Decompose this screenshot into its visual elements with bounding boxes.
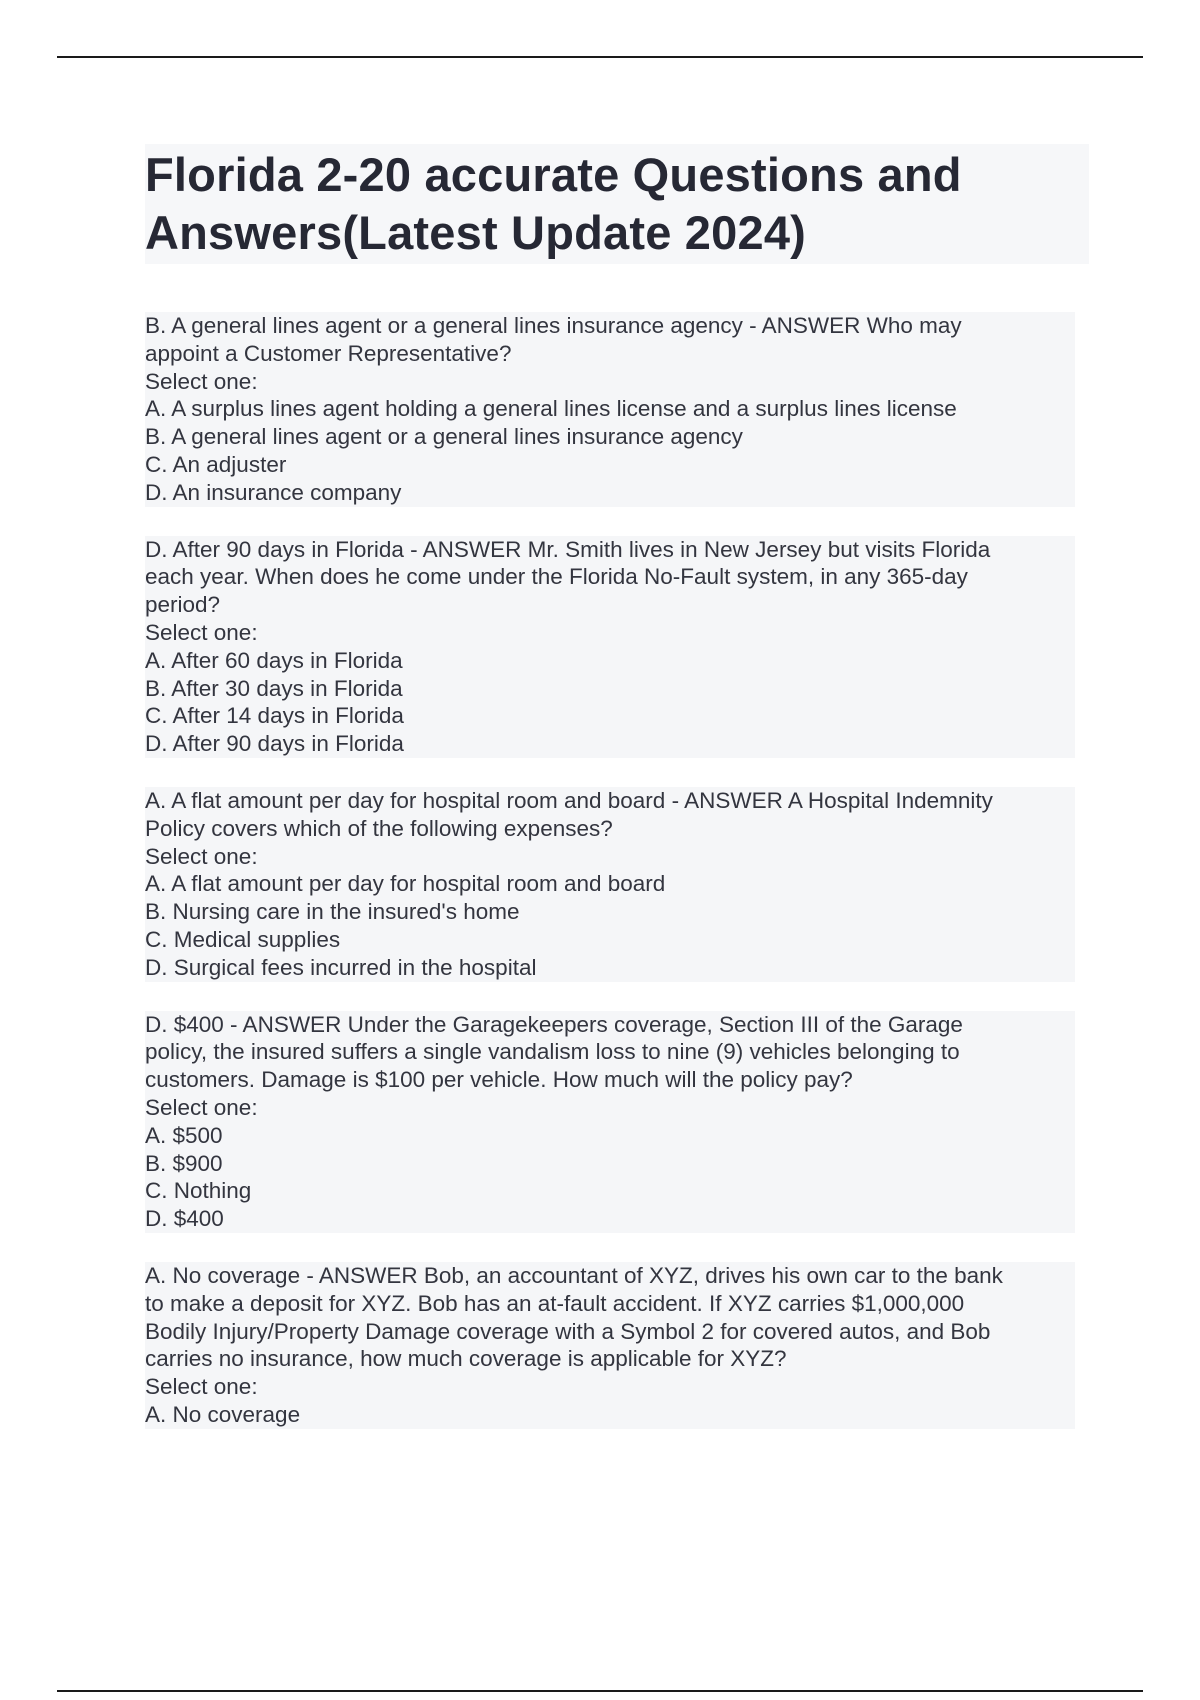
document-title-line-1: Florida 2-20 accurate Questions and — [145, 148, 962, 201]
question-block-2 — [145, 536, 1075, 758]
question-line: Bodily Injury/Property Damage coverage with a Symbol 2 for covered autos, and Bob — [145, 1318, 1075, 1346]
document-title-line-2: Answers(Latest Update 2024) — [145, 206, 807, 259]
option-d: D. After 90 days in Florida — [145, 730, 1075, 758]
option-d: D. Surgical fees incurred in the hospital — [145, 954, 1075, 982]
option-b: B. $900 — [145, 1150, 1075, 1178]
footer-rule — [57, 1690, 1143, 1692]
questions-list — [145, 312, 1075, 1458]
option-c: C. Medical supplies — [145, 926, 1075, 954]
question-line: policy, the insured suffers a single vandalism loss to nine (9) vehicles belonging to — [145, 1038, 1075, 1066]
option-b: B. After 30 days in Florida — [145, 675, 1075, 703]
question-line: Policy covers which of the following expenses? — [145, 815, 1075, 843]
select-one-label: Select one: — [145, 1094, 1075, 1122]
answer-question-line: A. A flat amount per day for hospital room and board - ANSWER A Hospital Indemnity — [145, 787, 1075, 815]
option-a: A. A surplus lines agent holding a general lines license and a surplus lines license — [145, 395, 1075, 423]
option-b: B. Nursing care in the insured's home — [145, 898, 1075, 926]
select-one-label: Select one: — [145, 619, 1075, 647]
select-one-label: Select one: — [145, 843, 1075, 871]
document-title — [145, 144, 1089, 262]
select-one-label: Select one: — [145, 1373, 1075, 1401]
question-line: to make a deposit for XYZ. Bob has an at-fault accident. If XYZ carries $1,000,000 — [145, 1290, 1075, 1318]
question-block-1 — [145, 312, 1075, 507]
option-a: A. After 60 days in Florida — [145, 647, 1075, 675]
question-line: customers. Damage is $100 per vehicle. How much will the policy pay? — [145, 1066, 1075, 1094]
option-d: D. An insurance company — [145, 479, 1075, 507]
question-block-5 — [145, 1262, 1075, 1429]
question-block-4 — [145, 1011, 1075, 1233]
option-c: C. An adjuster — [145, 451, 1075, 479]
question-line: each year. When does he come under the Florida No-Fault system, in any 365-day — [145, 563, 1075, 591]
option-a: A. $500 — [145, 1122, 1075, 1150]
title-block — [145, 144, 1089, 264]
answer-question-line: B. A general lines agent or a general lines insurance agency - ANSWER Who may — [145, 312, 1075, 340]
answer-question-line: D. $400 - ANSWER Under the Garagekeepers coverage, Section III of the Garage — [145, 1011, 1075, 1039]
question-line: appoint a Customer Representative? — [145, 340, 1075, 368]
question-line: period? — [145, 591, 1075, 619]
option-a: A. No coverage — [145, 1401, 1075, 1429]
option-c: C. After 14 days in Florida — [145, 702, 1075, 730]
option-d: D. $400 — [145, 1205, 1075, 1233]
select-one-label: Select one: — [145, 368, 1075, 396]
answer-question-line: D. After 90 days in Florida - ANSWER Mr. Smith lives in New Jersey but visits Florida — [145, 536, 1075, 564]
option-b: B. A general lines agent or a general lines insurance agency — [145, 423, 1075, 451]
question-block-3 — [145, 787, 1075, 982]
option-c: C. Nothing — [145, 1177, 1075, 1205]
option-a: A. A flat amount per day for hospital room and board — [145, 870, 1075, 898]
answer-question-line: A. No coverage - ANSWER Bob, an accountant of XYZ, drives his own car to the bank — [145, 1262, 1075, 1290]
header-rule — [57, 56, 1143, 58]
question-line: carries no insurance, how much coverage is applicable for XYZ? — [145, 1345, 1075, 1373]
